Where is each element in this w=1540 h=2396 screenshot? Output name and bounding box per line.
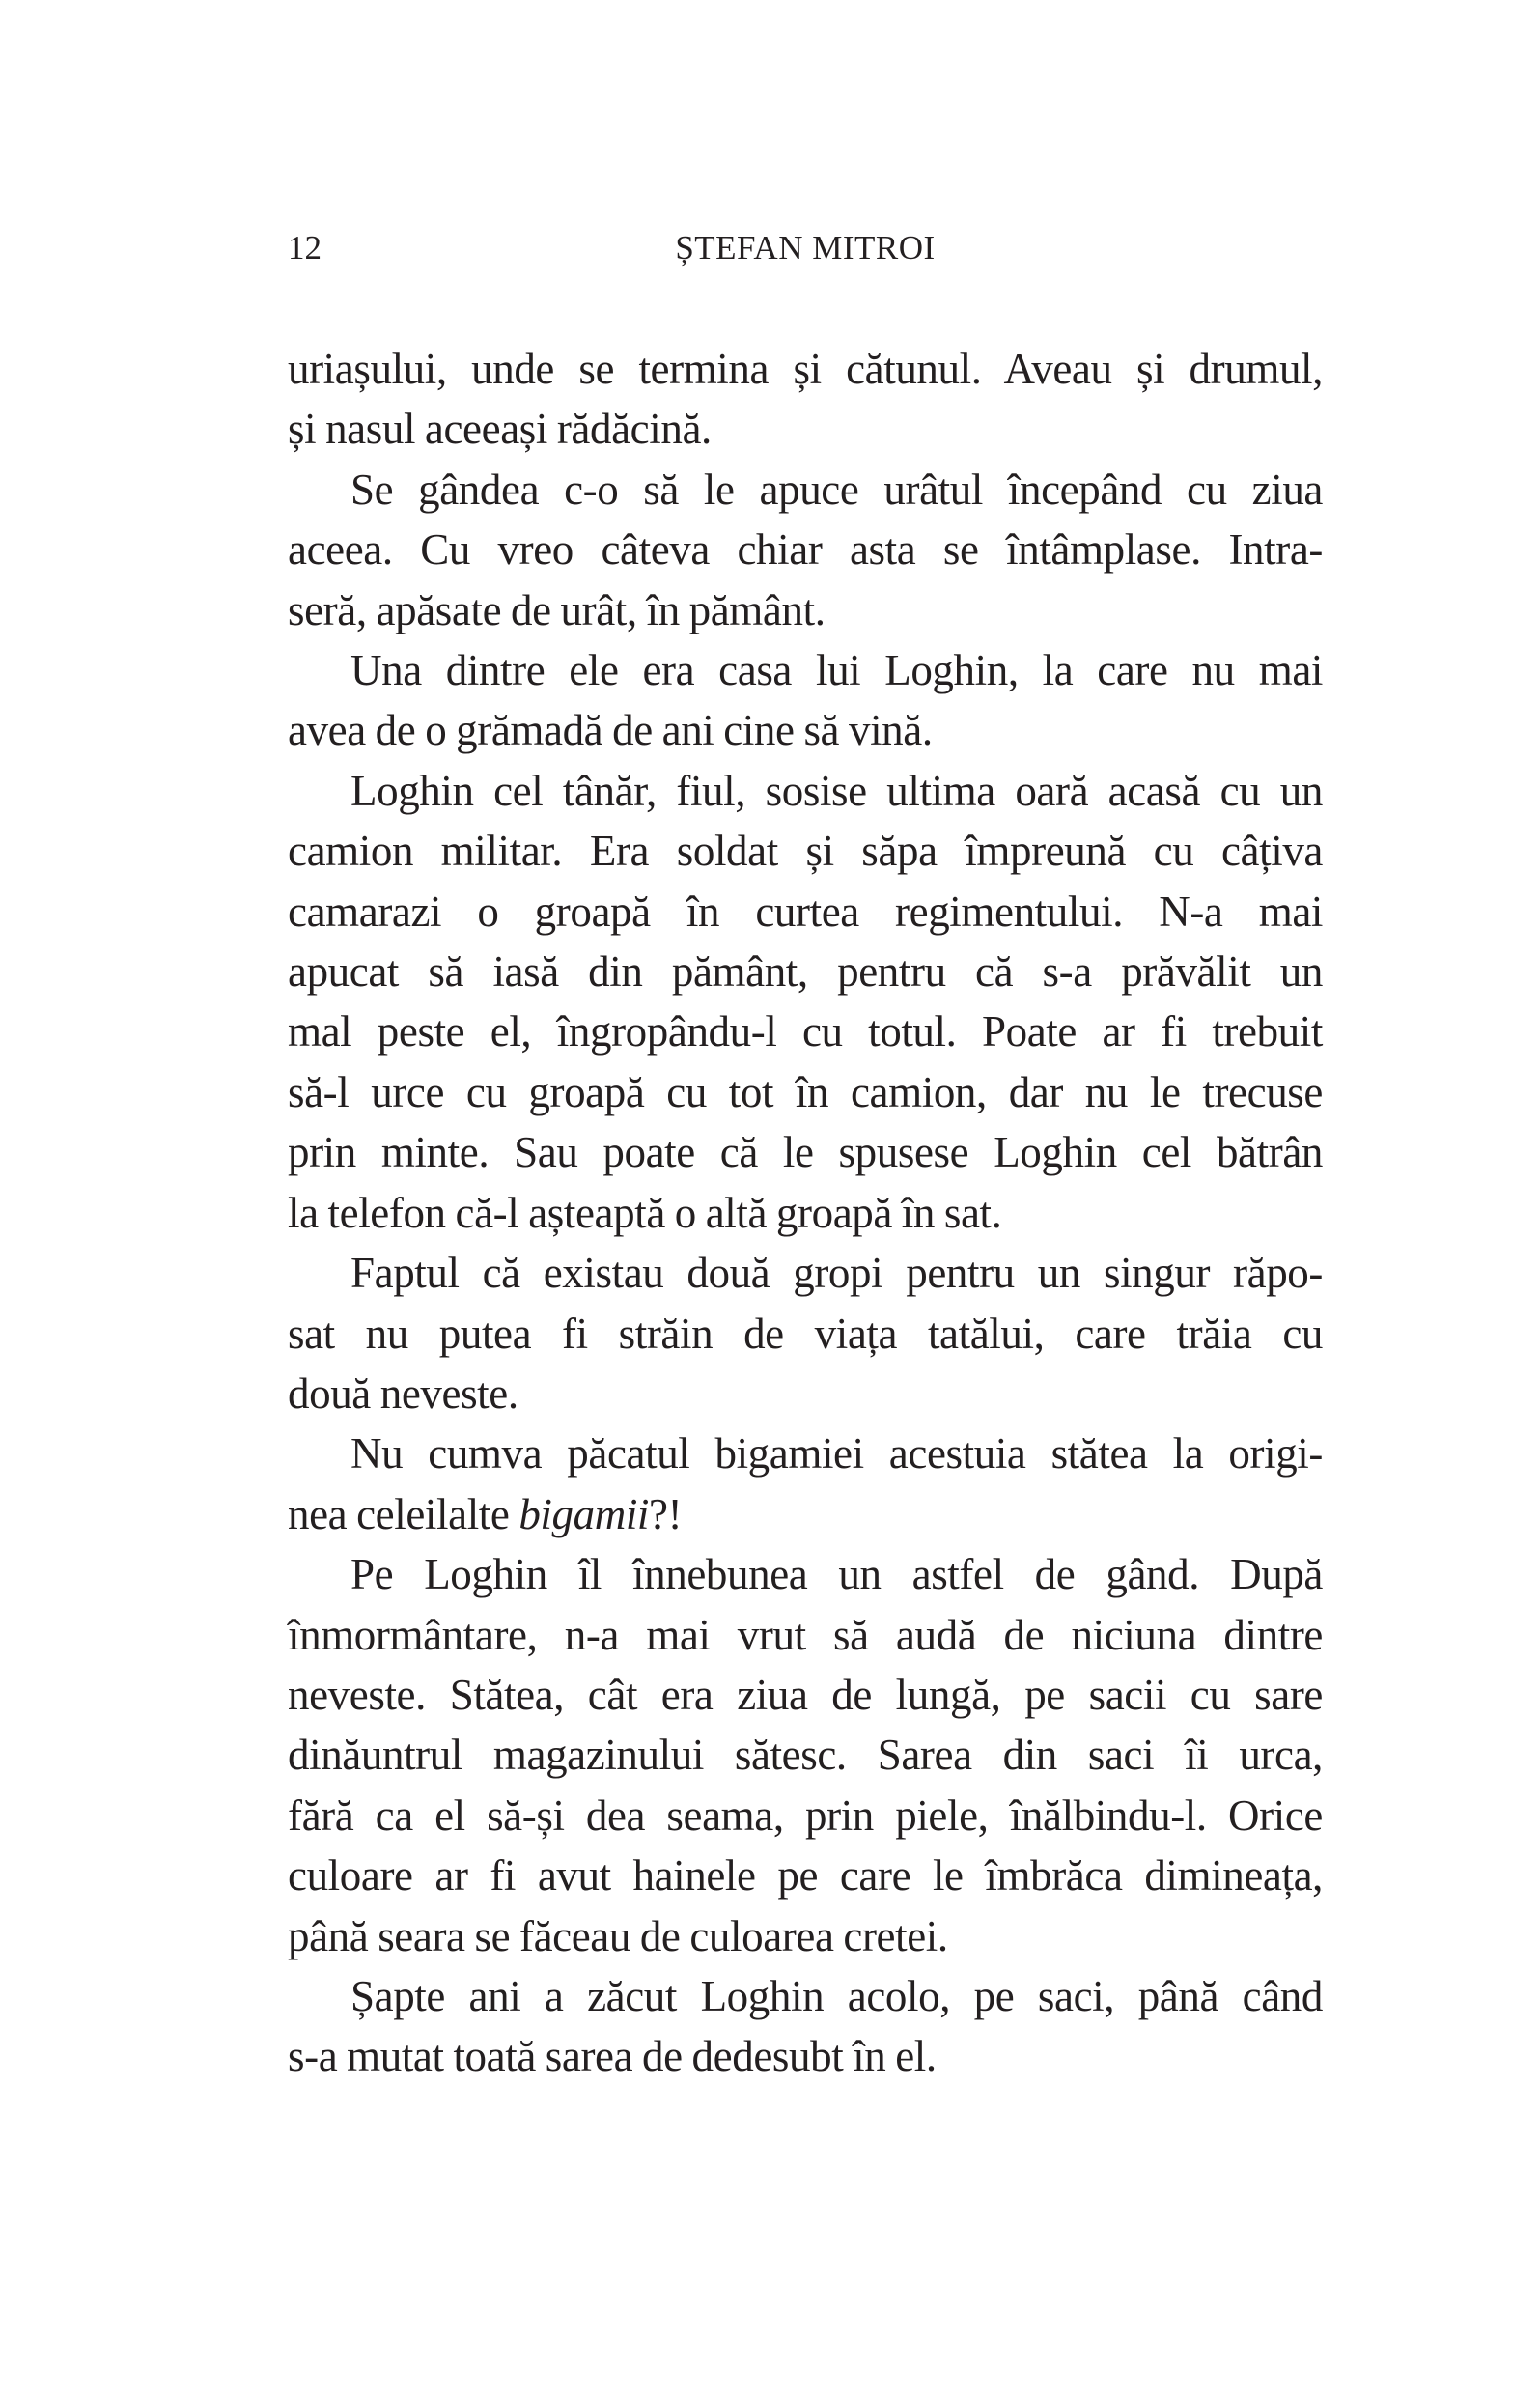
paragraph [288,1424,1323,1544]
text-run: nea celeilalte [288,1489,519,1538]
text-line: neveste. Stătea, cât era ziua de lungă, pe sacii cu sare [288,1670,1323,1719]
text-line: și nasul aceeași rădăcină. [288,405,712,454]
text-line: Șapte ani a zăcut Loghin acolo, pe saci, până când [350,1971,1323,2020]
text-run: ?! [649,1489,683,1538]
text-line: aceea. Cu vreo câteva chiar asta se întâmplase. Intra- [288,525,1323,575]
text-line: Faptul că existau două gropi pentru un singur răpo- [350,1249,1323,1298]
text-line: avea de o grămadă de ani cine să vină. [288,706,933,755]
text-line: Pe Loghin îl înnebunea un astfel de gând. După [350,1550,1323,1599]
paragraph [288,640,1323,761]
text-line: Una dintre ele era casa lui Loghin, la care nu mai [350,646,1323,695]
paragraph [288,1243,1323,1424]
text-line: înmormântare, n-a mai vrut să audă de niciuna dintre [288,1610,1323,1659]
text-line [288,1484,1323,1544]
text-line: mal peste el, îngropându-l cu totul. Poate ar fi trebuit [288,1007,1323,1057]
text-line: fără ca el să-și dea seama, prin piele, înălbindu-l. Orice [288,1790,1323,1840]
body-text [288,339,1323,2087]
text-line: uriașului, unde se termina și cătunul. Aveau și drumul, [288,345,1323,393]
text-line: Nu cumva păcatul bigamiei acestuia stătea la origi- [350,1429,1323,1479]
text-line: la telefon că-l așteaptă o altă groapă în sat. [288,1188,1002,1237]
paragraph [288,339,1323,460]
text-line: să-l urce cu groapă cu tot în camion, dar nu le trecuse [288,1067,1323,1116]
page-number: 12 [288,229,322,267]
paragraph [288,460,1323,640]
running-title: ȘTEFAN MITROI [675,229,936,267]
text-line: camarazi o groapă în curtea regimentului. N-a mai [288,887,1323,936]
paragraph [288,1544,1323,1966]
text-line: seră, apăsate de urât, în pământ. [288,585,826,634]
text-line: Se gândea c-o să le apuce urâtul începând cu ziua [350,465,1323,514]
text-line: până seara se făceau de culoarea cretei. [288,1911,948,1960]
text-line: Loghin cel tânăr, fiul, sosise ultima oară acasă cu un [350,766,1323,815]
italic-word: bigamii [518,1489,650,1538]
text-line: prin minte. Sau poate că le spusese Loghin cel bătrân [288,1128,1323,1177]
text-line: culoare ar fi avut hainele pe care le îmbrăca dimineața, [288,1851,1323,1901]
text-line: două neveste. [288,1368,518,1418]
text-line: dinăuntrul magazinului sătesc. Sarea din saci îi urca, [288,1731,1323,1780]
paragraph [288,1966,1323,2087]
text-line: sat nu putea fi străin de viața tatălui, care trăia cu [288,1309,1323,1358]
paragraph [288,761,1323,1243]
text-line: s-a mutat toată sarea de dedesubt în el. [288,2032,937,2081]
text-line: apucat să iasă din pământ, pentru că s-a prăvălit un [288,947,1323,997]
text-line: camion militar. Era soldat și săpa împreună cu câțiva [288,827,1323,876]
